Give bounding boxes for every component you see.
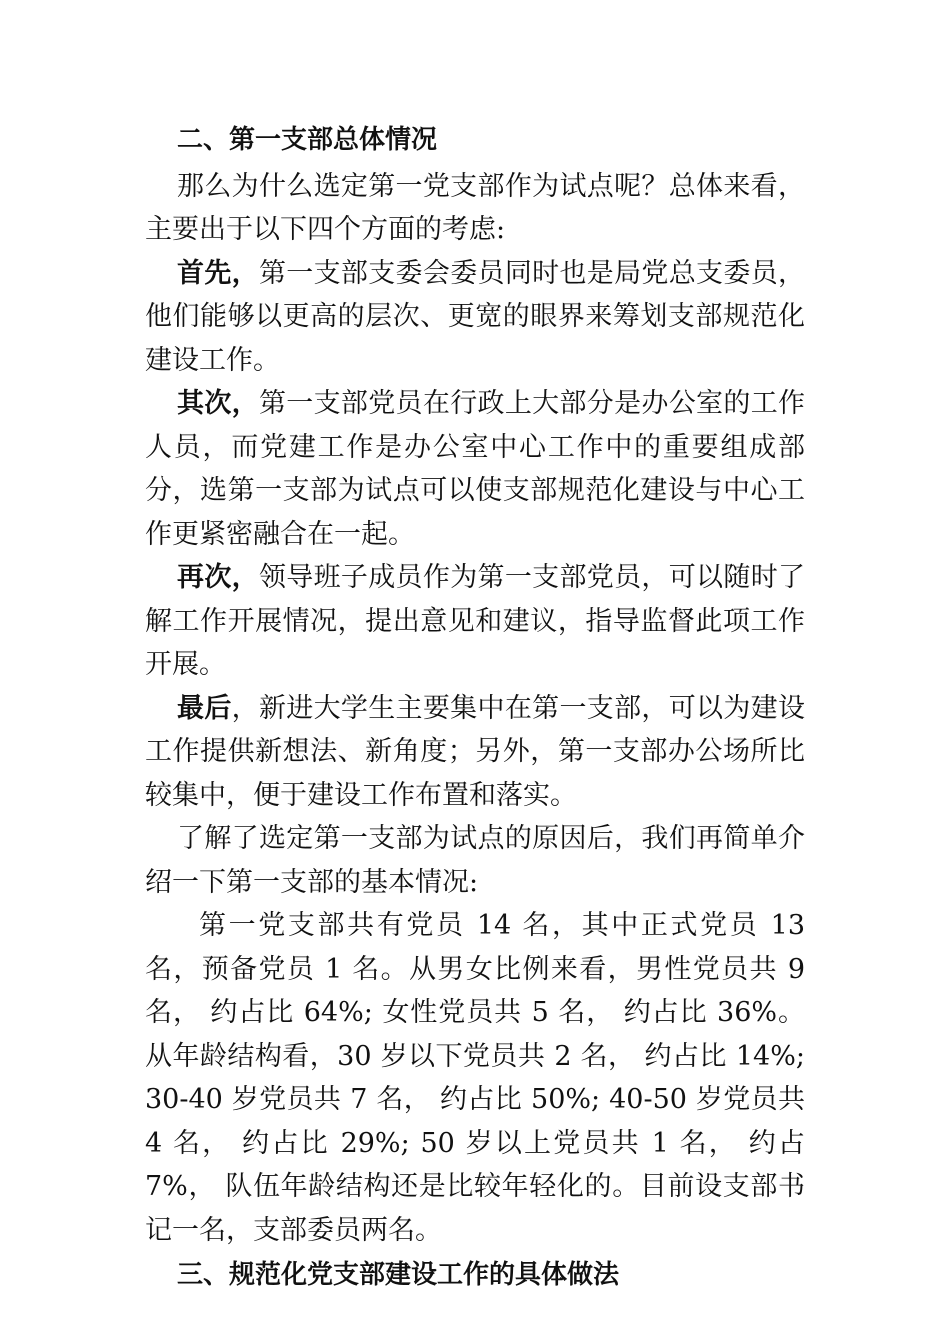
reason-lead-first: 首先， <box>177 257 259 289</box>
reason-text-third: 领导班子成员作为第一支部党员，可以随时了解工作开展情况，提出意见和建议，指导监督此项工作开展。 <box>145 562 806 680</box>
section-heading-2: 二、第一支部总体情况 <box>177 125 438 155</box>
document-body <box>145 119 805 1300</box>
branch-statistics-paragraph: 第一党支部共有党员 14 名，其中正式党员 13 名，预备党员 1 名。从男女比例来看，男性党员共 9 名， 约占比 64%; 女性党员共 5 名， 约占比 36%。从年龄结构看，30 岁以下党员共 2 名， 约占比 14%; 30-40 岁党员共 7 名， 约占比 50%; 40-50 岁党员共 4 名， 约占比 29%; 50 岁以上党员共 1 名， 约占 7%， 队伍年龄结构还是比较年轻化的。目前设支部书记一名，支部委员两名。 <box>145 910 805 1246</box>
intro-paragraph: 那么为什么选定第一党支部作为试点呢？总体来看，主要出于以下四个方面的考虑: <box>145 170 805 245</box>
reason-lead-third: 再次， <box>177 562 259 593</box>
reason-paragraph-fourth <box>145 687 805 818</box>
reason-paragraph-second <box>145 382 805 556</box>
transition-paragraph: 了解了选定第一支部为试点的原因后，我们再简单介绍一下第一支部的基本情况: <box>145 823 805 898</box>
reason-text-second: 第一支部党员在行政上大部分是办公室的工作人员，而党建工作是办公室中心工作中的重要组成部分，选第一支部为试点可以使支部规范化建设与中心工作更紧密融合在一起。 <box>145 388 806 550</box>
reason-paragraph-third <box>145 556 805 687</box>
reason-lead-fourth: 最后 <box>177 692 232 724</box>
section-heading-3: 三、规范化党支部建设工作的具体做法 <box>177 1260 620 1290</box>
reason-lead-second: 其次， <box>177 388 259 419</box>
reason-paragraph-first <box>145 252 805 383</box>
reason-text-first: 第一支部支委会委员同时也是局党总支委员，他们能够以更高的层次、更宽的眼界来筹划支部规范化建设工作。 <box>145 257 806 376</box>
reason-text-fourth: ，新进大学生主要集中在第一支部，可以为建设工作提供新想法、新角度；另外，第一支部办公场所比较集中，便于建设工作布置和落实。 <box>145 692 806 811</box>
